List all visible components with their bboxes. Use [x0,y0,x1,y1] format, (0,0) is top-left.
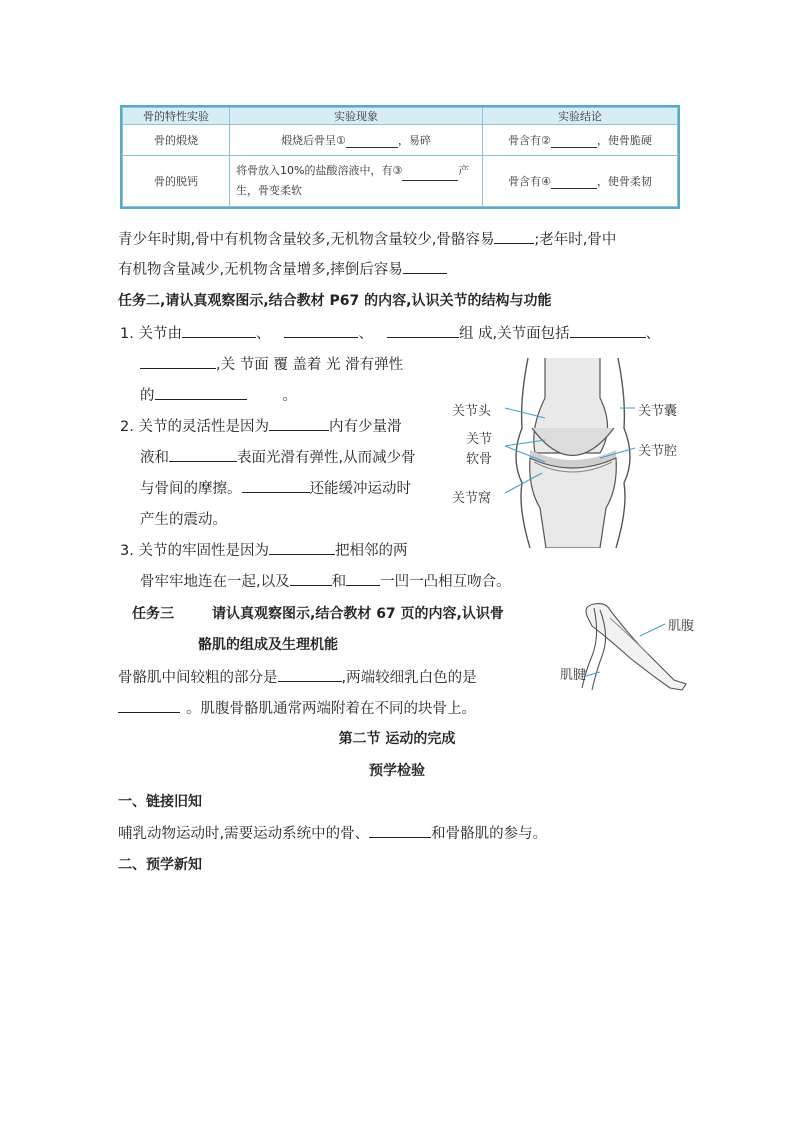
label-joint-head: 关节头 [452,404,492,419]
q1-line [120,322,660,343]
table-cell [483,125,678,156]
text: 组 成,关节面包括 [458,326,570,342]
blank[interactable] [242,478,310,493]
blank[interactable] [182,323,256,338]
q3-line [140,570,511,591]
section-line [118,822,547,843]
q2-line [120,415,401,436]
text: ,关 节面 覆 盖着 光 滑有弹性 [216,357,404,373]
cell-text: ，使骨脆硬 [596,134,652,147]
blank[interactable] [278,667,342,682]
text: 、 [255,326,271,342]
blank[interactable] [269,416,329,431]
table-cell: 骨的脱钙 [123,156,230,207]
text: 青少年时期,骨中有机物含量较多,无机物含量较少,骨骼容易 [118,232,495,248]
text: 。 [282,388,297,404]
table-header-row [123,108,678,125]
text: 1. 关节由 [120,326,182,342]
text: 3. 关节的牢固性是因为 [120,543,269,559]
text: 哺乳动物运动时,需要运动系统中的骨、 [118,826,370,842]
q2-line [140,508,227,529]
text: 。肌腹骨骼肌通常两端附着在不同的块骨上。 [186,701,476,717]
blank[interactable] [284,323,358,338]
table-header-cell: 实验结论 [483,108,678,125]
text: 和骨骼肌的参与。 [431,826,548,842]
blank[interactable] [140,354,216,369]
blank-1[interactable] [346,135,398,148]
blank[interactable] [346,571,380,586]
table-row [123,125,678,156]
q2-line [140,446,416,467]
table-cell [483,156,678,207]
task3-title-c: 骼肌的组成及生理机能 [198,637,338,653]
para-line [118,258,447,279]
task3-line [118,697,476,718]
task3-line [118,666,477,687]
blank[interactable] [155,385,247,400]
text: 2. 关节的灵活性是因为 [120,419,269,435]
text: 把相邻的两 [334,543,408,559]
q1-line [140,353,403,374]
table-cell: 骨的煅烧 [123,125,230,156]
label-joint-capsule: 关节囊 [638,404,678,419]
cell-text: 产 [458,164,470,177]
label-cartilage-2: 软骨 [466,452,493,467]
text: ,两端较细乳白色的是 [341,670,477,686]
heading-1: 一、链接旧知 [118,794,202,810]
text: 内有少量滑 [328,419,402,435]
cell-text: ，使骨柔韧 [596,175,652,188]
text: 骨牢牢地连在一起,以及 [140,574,290,590]
blank[interactable] [169,447,237,462]
blank[interactable] [290,571,332,586]
blank-2[interactable] [551,135,597,148]
q1-line [140,384,297,405]
text: 一凹一凸相互吻合。 [380,574,511,590]
label-cartilage-1: 关节 [466,432,493,447]
task3-title-b: 请认真观察图示,结合教材 67 页的内容,认识骨 [212,606,504,622]
table-row [123,156,678,207]
text: 表面光滑有弹性,从而减少骨 [237,450,416,466]
table-header-cell: 实验现象 [230,108,483,125]
text: 和 [331,574,347,590]
task2-title: 任务二,请认真观察图示,结合教材 P67 的内容,认识关节的结构与功能 [118,293,552,309]
text: 还能缓冲运动时 [309,481,411,497]
experiment-table [120,105,680,209]
blank[interactable] [570,323,646,338]
task3-title-a: 任务三 [132,606,174,622]
label-joint-socket: 关节窝 [452,491,492,506]
cell-text: 生，骨变柔软 [236,184,302,197]
cell-text: 将骨放入10%的盐酸溶液中，有③ [236,164,403,177]
text: 与骨间的摩擦。 [140,481,242,497]
label-joint-cavity: 关节腔 [638,444,678,459]
section-subtitle: 预学检验 [369,763,425,779]
text: 、 [358,326,373,342]
blank[interactable] [387,323,459,338]
text: 产生的震动。 [140,512,227,528]
label-tendon: 肌腱 [560,668,587,683]
blank-4[interactable] [551,176,597,189]
para-line [118,228,616,249]
text: 的 [140,388,155,404]
text: 骨骼肌中间较粗的部分是 [118,670,278,686]
cell-text: 骨含有② [508,134,551,147]
section-title: 第二节 运动的完成 [338,731,456,747]
table-cell [230,156,483,207]
q3-line [120,539,407,560]
text: 、 [645,326,661,342]
text: 液和 [140,450,169,466]
text: 有机物含量减少,无机物含量增多,摔倒后容易 [118,262,403,278]
blank[interactable] [369,823,431,838]
blank[interactable] [494,229,534,244]
table-cell [230,125,483,156]
blank[interactable] [403,259,447,274]
cell-text: 骨含有④ [508,175,551,188]
text: ;老年时,骨中 [534,232,617,248]
label-muscle-belly: 肌腹 [668,619,695,634]
blank-3[interactable] [402,168,458,181]
blank[interactable] [269,540,335,555]
table-header-cell: 骨的特性实验 [123,108,230,125]
q2-line [140,477,411,498]
cell-text: 煅烧后骨呈① [281,134,346,147]
cell-text: ，易碎 [397,134,431,147]
muscle-diagram [570,596,700,706]
heading-2: 二、预学新知 [118,857,202,873]
blank[interactable] [118,698,180,713]
